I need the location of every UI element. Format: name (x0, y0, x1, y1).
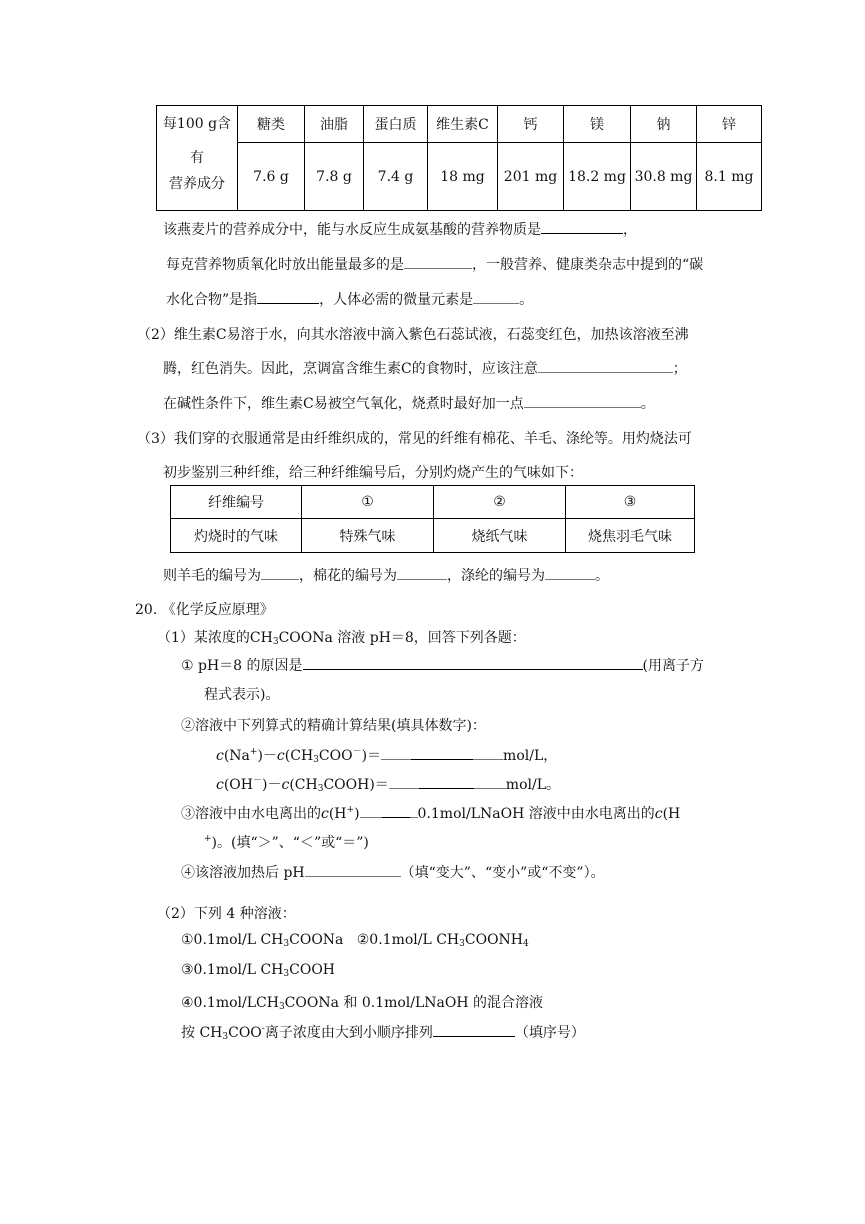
table-cell: 30.8 mg (631, 143, 697, 211)
table-cell: 特殊气味 (302, 519, 434, 553)
q20-p1-item3: ③溶液中由水电离出的c(H+) 0.1mol/LNaOH 溶液中由水电离出的c(H (181, 805, 681, 822)
q20-part2-intro: （2）下列 4 种溶液： (157, 906, 296, 922)
solution-4: $④0.1mol/LCH_3COONa$ 和 0.1mol/LNaOH 的混合溶液 (181, 995, 544, 1012)
answer-blank (404, 254, 472, 269)
answer-blank (257, 289, 319, 304)
table-row-header (157, 106, 238, 211)
answer-blank (545, 565, 595, 580)
row-header-line: 有 (190, 150, 204, 166)
q20-part1-intro: （1）某浓度的$CH_3COONa$ 溶液 pH＝8，回答下列各题： (157, 630, 526, 647)
ordering-question: 按 $CH_3COO^-$离子浓度由大到小顺序排列 （填序号） (181, 1024, 585, 1042)
q2-line2: 腾，红色消失。因此，烹调富含维生素C的食物时，应该注意 ； (163, 358, 687, 378)
q3-line1: （3）我们穿的衣服通常是由纤维织成的，常见的纤维有棉花、羊毛、涤纶等。用灼烧法可 (137, 431, 692, 447)
equation-1: $c(Na^+)-c(CH_3COO^-)= mol/L$， (216, 747, 558, 765)
q3-answer-line: 则羊毛的编号为 ，棉花的编号为 ，涤纶的编号为 。 (163, 565, 609, 585)
answer-blank (303, 655, 643, 670)
nutrition-table (156, 105, 762, 211)
table-cell: ② (434, 486, 566, 519)
row-header-line: 每100 g含 (162, 116, 232, 132)
solution-1-2: ①0.1mol/L $CH_3COONa$ ②0.1mol/L $CH_3COONH_4$ (181, 932, 529, 949)
table-cell: 18 mg (428, 143, 498, 211)
q2-line3: 在碱性条件下，维生素C易被空气氧化，烧煮时最好加一点 。 (163, 393, 655, 413)
fiber-table (170, 485, 695, 553)
answer-blank (419, 774, 474, 789)
q1-line3: 水化合物”是指 ，人体必需的微量元素是 。 (166, 289, 533, 309)
q20-p1-item4: ④该溶液加热后 pH （填“变大”、“变小”或“不变”）。 (181, 862, 605, 882)
answer-blank (382, 803, 410, 818)
equation-2: $c(OH^-)-c(CH_3COOH)= mol/L$。 (216, 776, 560, 794)
answer-blank (305, 862, 401, 877)
column-header: 糖类 (238, 106, 305, 143)
table-cell: ① (302, 486, 434, 519)
column-header: 钠 (631, 106, 697, 143)
q20-p1-item1: ① pH＝8 的原因是 (用离子方 (181, 655, 704, 675)
answer-blank (538, 358, 673, 373)
solution-3: ③0.1mol/L $CH_3COOH$ (181, 962, 336, 979)
table-cell: 烧纸气味 (434, 519, 566, 553)
answer-blank (541, 219, 623, 234)
table-cell: 灼烧时的气味 (171, 519, 302, 553)
table-cell: ③ (566, 486, 695, 519)
column-header: 钙 (498, 106, 564, 143)
q20-p1-item3-cont: +)。(填“＞”、“＜”或“＝”) (204, 834, 369, 851)
answer-blank (389, 774, 419, 789)
table-cell: 烧焦羽毛气味 (566, 519, 695, 553)
answer-blank (381, 745, 411, 760)
answer-blank (410, 803, 418, 818)
answer-blank (411, 745, 473, 760)
q2-line1: （2）维生素C易溶于水，向其水溶液中滴入紫色石蕊试液，石蕊变红色，加热该溶液至沸 (137, 327, 689, 343)
answer-blank (261, 565, 299, 580)
answer-blank (360, 803, 382, 818)
column-header: 锌 (697, 106, 762, 143)
table-cell: 7.4 g (364, 143, 428, 211)
q20-title: 20. 《化学反应原理》 (135, 602, 274, 618)
q20-p1-item2: ②溶液中下列算式的精确计算结果(填具体数字)： (181, 718, 486, 734)
table-cell: 18.2 mg (564, 143, 631, 211)
table-cell: 纤维编号 (171, 486, 302, 519)
q3-line2: 初步鉴别三种纤维，给三种纤维编号后，分别灼烧产生的气味如下： (163, 465, 583, 481)
answer-blank (474, 774, 506, 789)
column-header: 蛋白质 (364, 106, 428, 143)
table-cell: 7.6 g (238, 143, 305, 211)
table-cell: 8.1 mg (697, 143, 762, 211)
q1-line1: 该燕麦片的营养成分中，能与水反应生成氨基酸的营养物质是 ， (163, 219, 637, 239)
answer-blank (397, 565, 447, 580)
row-header-line: 营养成分 (169, 176, 225, 192)
q20-p1-item1-cont: 程式表示)。 (204, 687, 280, 703)
table-cell: 201 mg (498, 143, 564, 211)
column-header: 镁 (564, 106, 631, 143)
column-header: 油脂 (305, 106, 364, 143)
table-cell: 7.8 g (305, 143, 364, 211)
answer-blank (524, 393, 641, 408)
column-header: 维生素C (428, 106, 498, 143)
answer-blank (473, 289, 519, 304)
q1-line2: 每克营养物质氧化时放出能量最多的是 ，一般营养、健康类杂志中提到的“碳 (166, 254, 703, 274)
answer-blank (473, 745, 503, 760)
answer-blank (433, 1022, 515, 1037)
